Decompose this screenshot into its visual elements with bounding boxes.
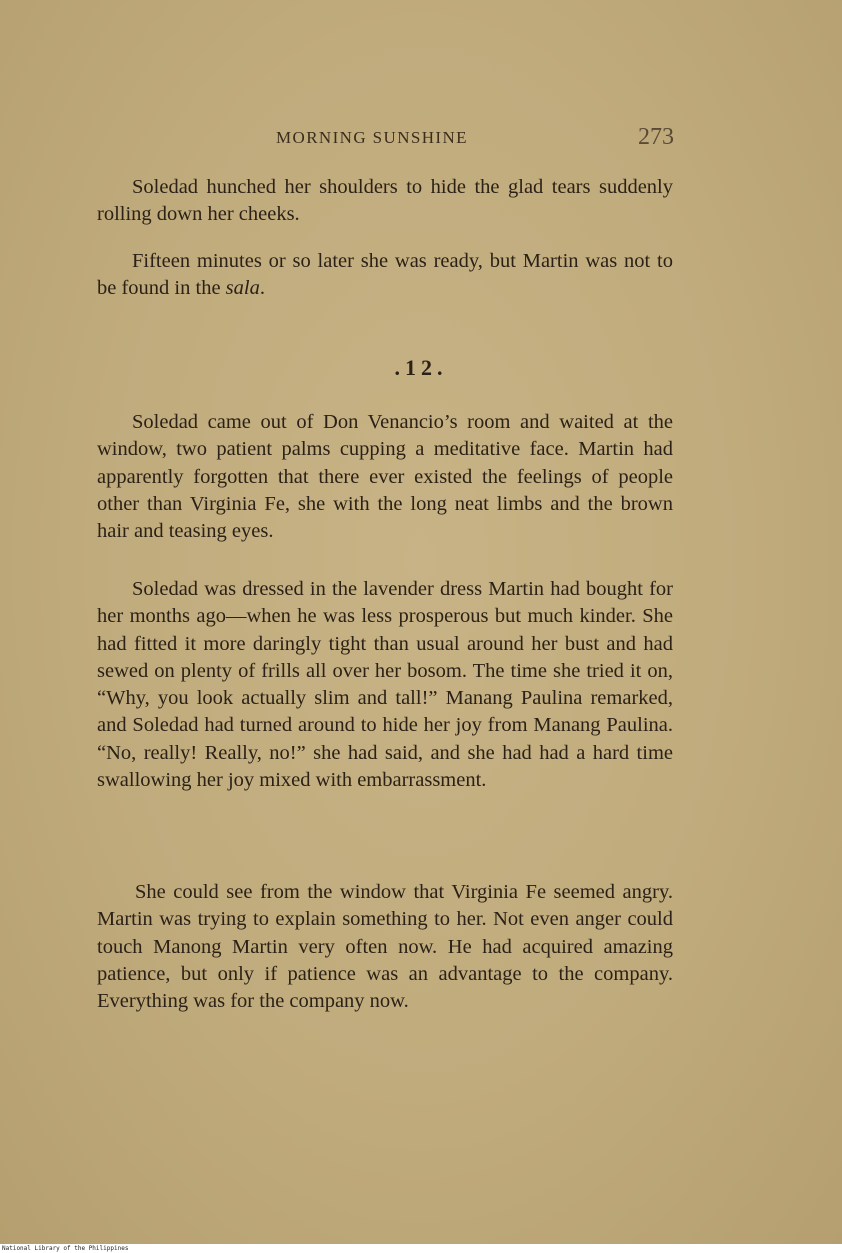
paragraph-1: Soledad hunched her shoulders to hide the glad tears suddenly rolling down her cheeks. <box>97 176 673 226</box>
paragraph-5: She could see from the window that Virginia Fe seemed angry. Martin was trying to explain something to her. Not even anger could touch Manong Martin very often now. He had acquired amazing patience, but only if patience was an advantage to the company. Everything was for the company now. <box>97 881 673 1013</box>
page-header <box>276 126 674 152</box>
running-head: MORNING SUNSHINE <box>276 128 468 147</box>
paragraph-3: Soledad came out of Don Venancio’s room and waited at the window, two patient palms cupping a meditative face. Martin had apparently forgotten that there ever existed the feelings of people other than Virginia Fe, she with the long neat limbs and the brown hair and teasing eyes. <box>97 411 673 543</box>
paragraph-2-italic: sala <box>225 277 260 300</box>
page-number: 273 <box>638 124 674 150</box>
section-number: .12. <box>394 355 448 380</box>
paragraph-2-end: . <box>259 277 265 300</box>
paragraph-2-text: Fifteen minutes or so later she was ready, but Martin was not to be found in the <box>97 250 673 300</box>
library-watermark: National Library of the Philippines <box>2 1245 129 1252</box>
paragraph-4: Soledad was dressed in the lavender dress Martin had bought for her months ago—when he was less prosperous but much kinder. She had fitted it more daringly tight than usual around her bust and had sewed on plenty of frills all over her bosom. The time she tried it on, “Why, you look actually slim and tall!” Manang Paulina remarked, and Soledad had turned around to hide her joy from Manang Paulina. “No, really! Really, no!” she had said, and she had had a hard time swallowing her joy mixed with embarrassment. <box>97 578 673 792</box>
paragraph-2 <box>97 248 673 303</box>
